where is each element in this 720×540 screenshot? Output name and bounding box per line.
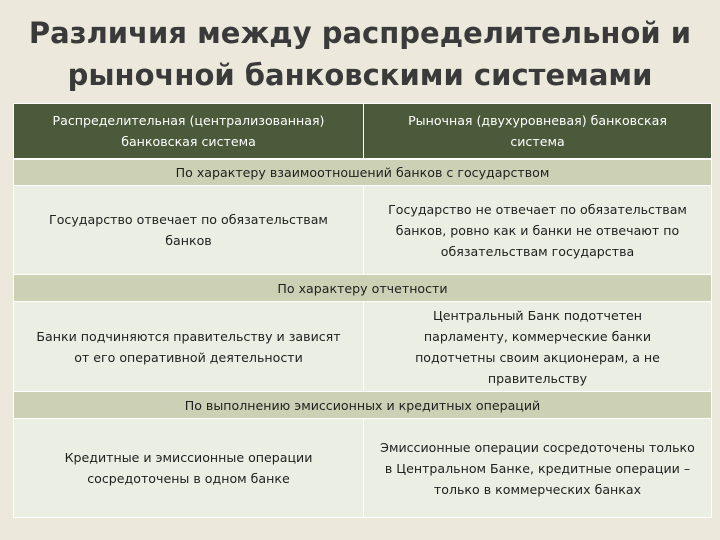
header-distributive-system (14, 104, 364, 159)
comparison-table (13, 103, 712, 518)
market-cell-text: Центральный Банк подотчетен парламенту, коммерческие банки подотчетны своим акционерам, а не правительству (415, 307, 660, 386)
header-market-label: Рыночная (двухуровневая) банковская система (408, 112, 667, 149)
distributive-cell-text: Государство отвечает по обязательствам банков (49, 212, 328, 248)
market-cell (364, 302, 712, 392)
distributive-cell (14, 419, 364, 518)
distributive-cell (14, 302, 364, 392)
slide-title (0, 12, 720, 96)
section-label-state-relations: По характеру взаимоотношений банков с государством (14, 159, 712, 186)
section-row (14, 392, 712, 419)
distributive-cell (14, 186, 364, 275)
market-cell (364, 186, 712, 275)
table-row (14, 419, 712, 518)
table-row (14, 302, 712, 392)
market-cell-text: Эмиссионные операции сосредоточены только в Центральном Банке, кредитные операции – только в коммерческих банках (380, 439, 695, 497)
distributive-cell-text: Кредитные и эмиссионные операции сосредоточены в одном банке (64, 450, 313, 486)
header-market-system (364, 104, 712, 159)
market-cell (364, 419, 712, 518)
table-row (14, 186, 712, 275)
section-label-emission-credit: По выполнению эмиссионных и кредитных операций (14, 392, 712, 419)
section-label-reporting: По характеру отчетности (14, 275, 712, 302)
header-row (14, 104, 712, 159)
title-line-1: Различия между распределительной и (28, 16, 692, 50)
market-cell-text: Государство не отвечает по обязательствам банков, ровно как и банки не отвечают по обязательствам государства (388, 201, 687, 259)
distributive-cell-text: Банки подчиняются правительству и зависят от его оперативной деятельности (36, 328, 341, 365)
header-distributive-label: Распределительная (централизованная) банковская система (52, 112, 325, 149)
title-line-2: рыночной банковскими системами (67, 58, 653, 92)
section-row (14, 159, 712, 186)
section-row (14, 275, 712, 302)
